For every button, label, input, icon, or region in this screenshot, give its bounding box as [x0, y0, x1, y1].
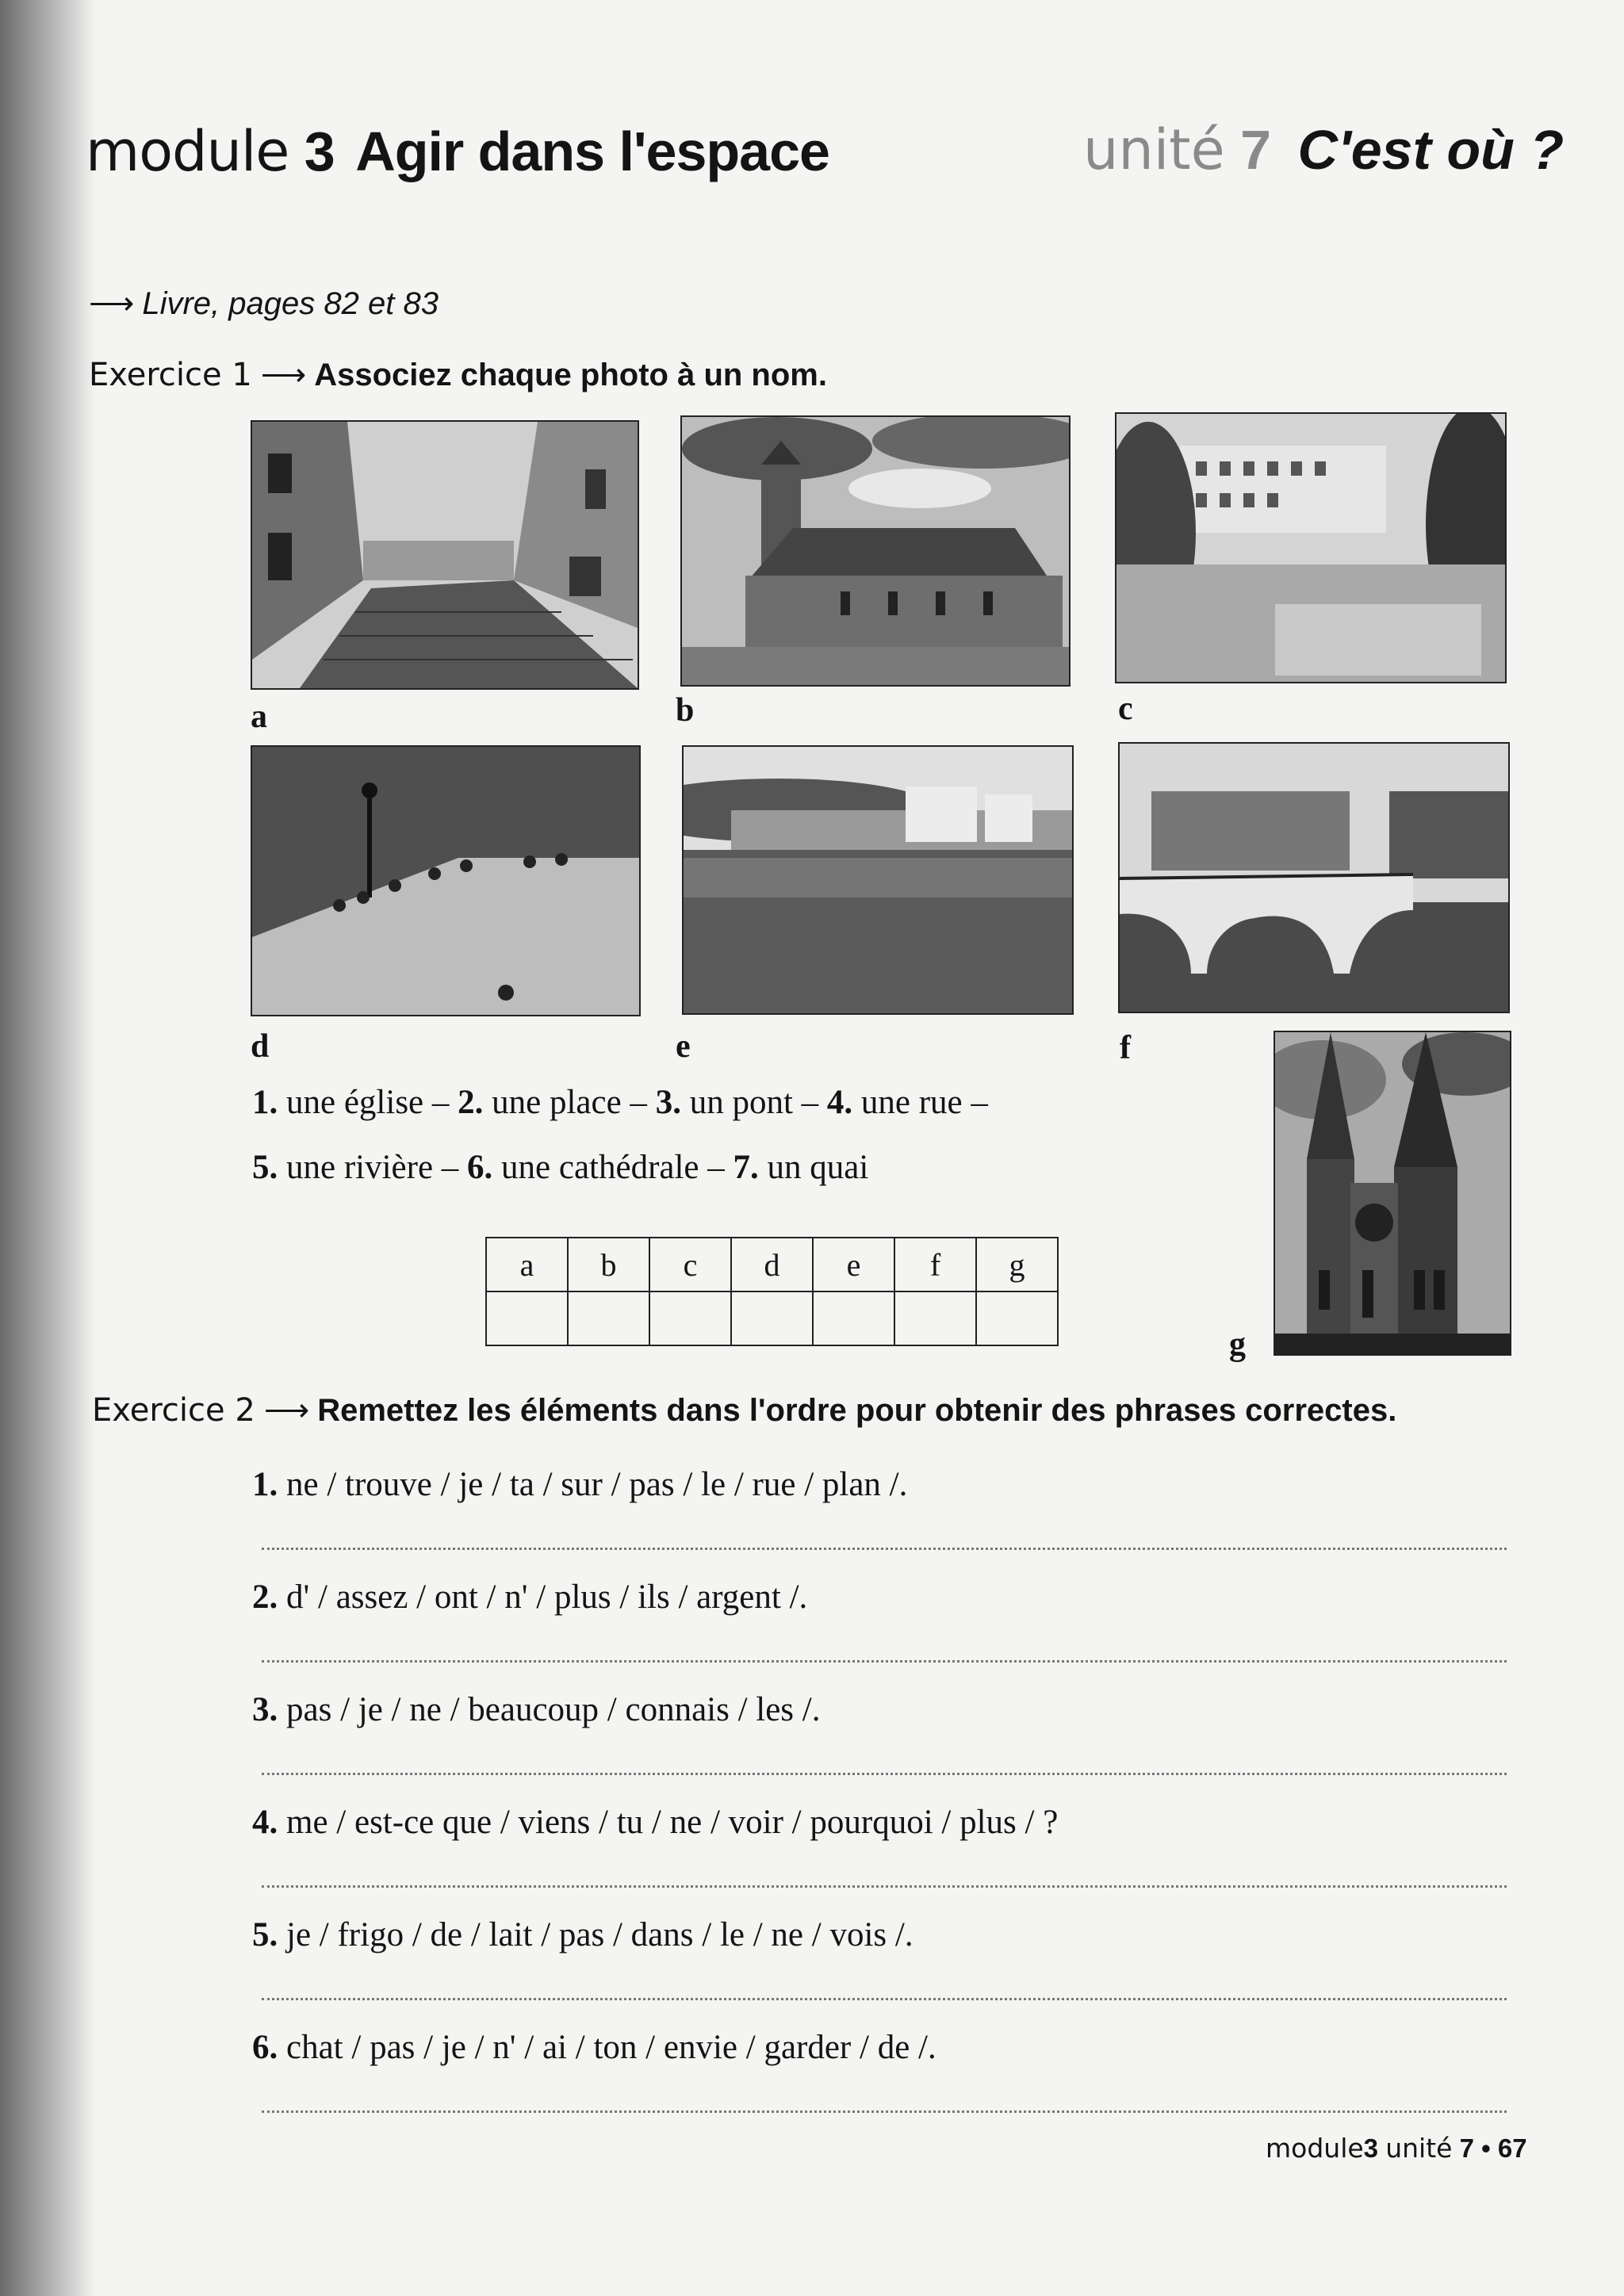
- answer-header-cell: g: [976, 1238, 1058, 1292]
- module-number: 3: [304, 121, 335, 182]
- footer-module-number: 3: [1363, 2133, 1379, 2163]
- answer-table-header-row: [486, 1238, 1058, 1292]
- name-number: 4.: [826, 1084, 853, 1121]
- photo-e-label: e: [676, 1028, 691, 1065]
- arrow-right-icon: ⟶: [260, 358, 307, 392]
- sentence-number: 3.: [252, 1691, 278, 1728]
- page-binding-shadow: [0, 0, 95, 2296]
- answer-header-cell: f: [894, 1238, 976, 1292]
- photo-e-river: [682, 745, 1074, 1015]
- name-text: une cathédrale –: [492, 1149, 733, 1186]
- names-line-2: [252, 1148, 868, 1187]
- module-word: module: [86, 119, 289, 184]
- name-number: 3.: [655, 1084, 681, 1121]
- sentence-item-1: [252, 1465, 907, 1504]
- name-text: une rue –: [852, 1084, 988, 1121]
- answer-line-1[interactable]: [262, 1548, 1507, 1550]
- answer-table-input-row: [486, 1292, 1058, 1345]
- sentence-item-5: [252, 1915, 914, 1954]
- sentence-number: 2.: [252, 1578, 278, 1616]
- sentence-item-3: [252, 1690, 821, 1729]
- answer-line-6[interactable]: [262, 2110, 1507, 2113]
- answer-input-cell[interactable]: [976, 1292, 1058, 1345]
- exercise-1-instruction: Associez chaque photo à un nom.: [314, 358, 827, 392]
- exercise-2-instruction: Remettez les éléments dans l'ordre pour obtenir des phrases correctes.: [317, 1393, 1397, 1428]
- photo-f-label: f: [1120, 1030, 1131, 1066]
- arrow-right-icon: ⟶: [89, 286, 135, 321]
- name-number: 7.: [733, 1149, 759, 1186]
- answer-header-cell: a: [486, 1238, 568, 1292]
- sentence-item-6: [252, 2028, 936, 2067]
- module-title: Agir dans l'espace: [355, 121, 829, 182]
- name-text: un pont –: [680, 1084, 827, 1121]
- answer-input-cell[interactable]: [486, 1292, 568, 1345]
- module-header: [86, 119, 829, 184]
- page-footer: [1266, 2133, 1527, 2164]
- footer-module-word: module: [1266, 2133, 1364, 2164]
- answer-table: [485, 1237, 1059, 1346]
- exercise-2-label: Exercice 2: [92, 1392, 255, 1429]
- sentence-text: chat / pas / je / n' / ai / ton / envie / garder / de /.: [278, 2029, 936, 2066]
- answer-line-4[interactable]: [262, 1885, 1507, 1888]
- sentence-item-4: [252, 1803, 1058, 1842]
- sentence-number: 5.: [252, 1916, 278, 1954]
- name-number: 2.: [458, 1084, 484, 1121]
- photo-d-label: d: [251, 1028, 270, 1065]
- footer-bullet: •: [1481, 2133, 1491, 2163]
- photo-a-label: a: [251, 698, 267, 735]
- answer-line-5[interactable]: [262, 1998, 1507, 2000]
- sentence-text: me / est-ce que / viens / tu / ne / voir / pourquoi / plus / ?: [278, 1804, 1059, 1841]
- answer-header-cell: e: [813, 1238, 894, 1292]
- footer-unit-word: unité: [1385, 2133, 1453, 2164]
- photo-c-square: [1115, 412, 1507, 683]
- name-text: un quai: [758, 1149, 869, 1186]
- name-number: 5.: [252, 1149, 278, 1186]
- answer-input-cell[interactable]: [731, 1292, 813, 1345]
- name-number: 6.: [467, 1149, 493, 1186]
- name-text: une place –: [483, 1084, 656, 1121]
- book-reference: [89, 285, 439, 322]
- page-number: 67: [1497, 2133, 1527, 2163]
- photo-f-bridge: [1118, 742, 1510, 1013]
- unit-number: 7: [1240, 119, 1272, 181]
- name-number: 1.: [252, 1084, 278, 1121]
- unit-header: [1083, 117, 1564, 182]
- answer-header-cell: c: [649, 1238, 731, 1292]
- sentence-text: pas / je / ne / beaucoup / connais / les /.: [278, 1691, 821, 1728]
- answer-input-cell[interactable]: [568, 1292, 649, 1345]
- sentence-number: 1.: [252, 1466, 278, 1503]
- sentence-text: d' / assez / ont / n' / plus / ils / argent /.: [278, 1578, 808, 1616]
- answer-line-2[interactable]: [262, 1660, 1507, 1663]
- name-text: une rivière –: [278, 1149, 468, 1186]
- answer-input-cell[interactable]: [649, 1292, 731, 1345]
- answer-header-cell: b: [568, 1238, 649, 1292]
- answer-header-cell: d: [731, 1238, 813, 1292]
- photo-c-label: c: [1118, 691, 1133, 727]
- sentence-item-2: [252, 1578, 807, 1617]
- photo-g-cathedral: [1274, 1031, 1511, 1356]
- sentence-text: je / frigo / de / lait / pas / dans / le / ne / vois /.: [278, 1916, 914, 1954]
- unit-title: C'est où ?: [1297, 119, 1565, 181]
- name-text: une église –: [278, 1084, 458, 1121]
- book-reference-text: Livre, pages 82 et 83: [142, 286, 439, 321]
- exercise-1-label: Exercice 1: [89, 357, 252, 393]
- photo-d-quay: [251, 745, 641, 1016]
- unit-word: unité: [1083, 117, 1225, 182]
- photo-b-label: b: [676, 692, 695, 729]
- sentence-text: ne / trouve / je / ta / sur / pas / le / rue / plan /.: [278, 1466, 908, 1503]
- photo-g-label: g: [1229, 1326, 1246, 1363]
- photo-a-street: [251, 420, 639, 690]
- exercise-2-title: [92, 1392, 1396, 1429]
- answer-input-cell[interactable]: [894, 1292, 976, 1345]
- names-line-1: [252, 1083, 988, 1122]
- sentence-number: 4.: [252, 1804, 278, 1841]
- arrow-right-icon: ⟶: [263, 1393, 310, 1428]
- answer-line-3[interactable]: [262, 1773, 1507, 1775]
- photo-b-church: [680, 415, 1071, 687]
- sentence-number: 6.: [252, 2029, 278, 2066]
- footer-unit-number: 7: [1459, 2133, 1474, 2163]
- exercise-1-title: [89, 357, 827, 393]
- answer-input-cell[interactable]: [813, 1292, 894, 1345]
